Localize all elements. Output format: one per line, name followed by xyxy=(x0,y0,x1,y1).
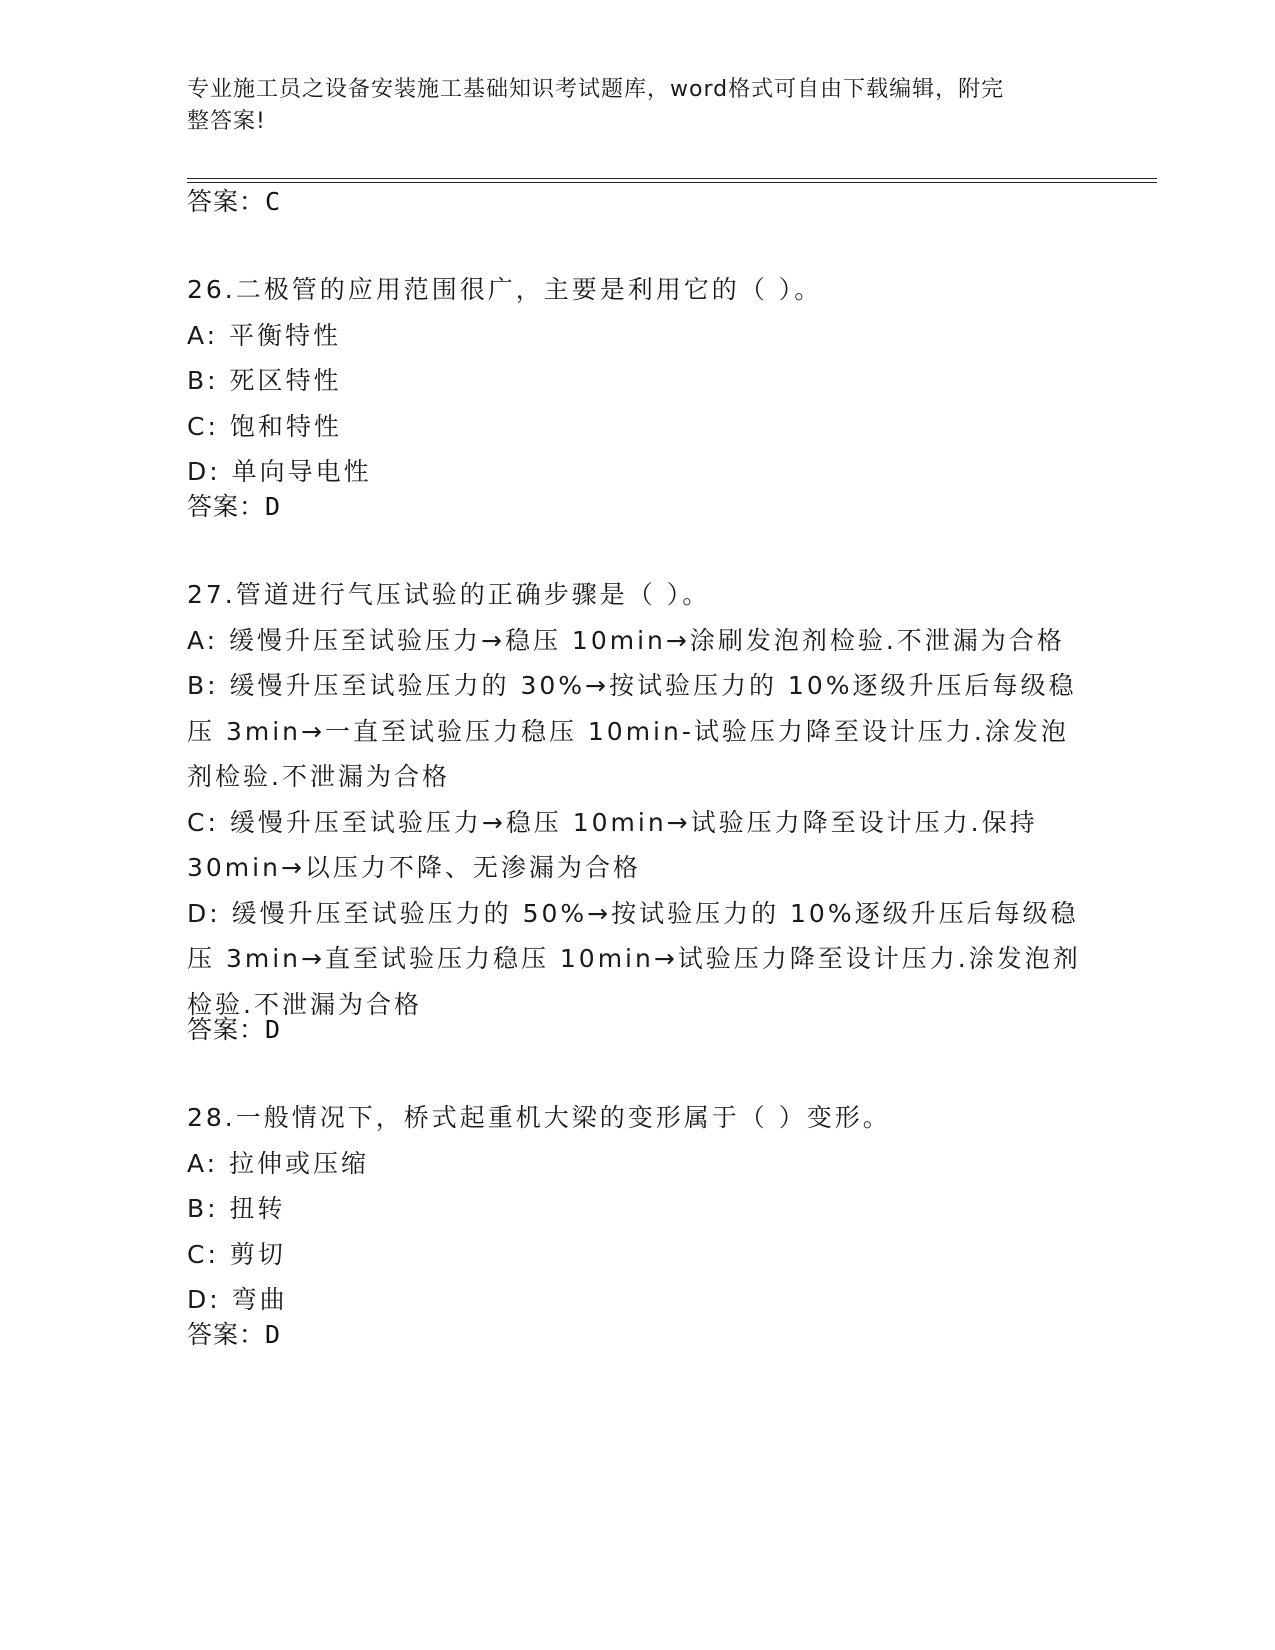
answer-letter: D xyxy=(265,492,282,521)
header-divider xyxy=(187,178,1157,183)
option-d: D: 弯曲 xyxy=(187,1285,288,1314)
option-d-continued: 压 3min→直至试验压力稳压 10min→试验压力降至设计压力.涂发泡剂 xyxy=(187,944,1081,973)
option-c: C: 饱和特性 xyxy=(187,411,342,441)
option-c: C: 剪切 xyxy=(187,1239,286,1269)
answer-25 xyxy=(187,185,281,219)
option-c-continued: 30min→以压力不降、无渗漏为合格 xyxy=(187,853,641,882)
answer-letter: D xyxy=(265,1015,282,1044)
answer-label: 答案： xyxy=(187,492,266,521)
option-d: D: 缓慢升压至试验压力的 50%→按试验压力的 10%逐级升压后每级稳 xyxy=(187,898,1079,928)
option-a: A: 平衡特性 xyxy=(187,320,342,350)
option-b-continued: 压 3min→一直至试验压力稳压 10min-试验压力降至设计压力.涂发泡 xyxy=(187,716,1069,746)
question-stem: 28.一般情况下，桥式起重机大梁的变形属于（ ）变形。 xyxy=(187,1103,891,1132)
question-28 xyxy=(187,1095,1117,1323)
answer-28 xyxy=(187,1318,281,1352)
option-d: D: 单向导电性 xyxy=(187,457,372,486)
option-b: B: 死区特性 xyxy=(187,366,342,395)
answer-letter: C xyxy=(265,187,282,216)
answer-label: 答案： xyxy=(187,1015,266,1044)
question-stem: 27.管道进行气压试验的正确步骤是（ ）。 xyxy=(187,580,711,609)
option-b: B: 扭转 xyxy=(187,1194,286,1223)
option-c: C: 缓慢升压至试验压力→稳压 10min→试验压力降至设计压力.保持 xyxy=(187,807,1038,837)
document-page xyxy=(187,0,1157,1650)
header-line-2: 整答案! xyxy=(187,109,266,134)
option-b-continued: 剂检验.不泄漏为合格 xyxy=(187,762,450,791)
option-b: B: 缓慢升压至试验压力的 30%→按试验压力的 10%逐级升压后每级稳 xyxy=(187,671,1077,700)
option-d-continued: 检验.不泄漏为合格 xyxy=(187,989,422,1019)
answer-letter: D xyxy=(265,1320,282,1349)
question-stem: 26.二极管的应用范围很广，主要是利用它的（ ）。 xyxy=(187,275,823,304)
option-a: A: 缓慢升压至试验压力→稳压 10min→涂刷发泡剂检验.不泄漏为合格 xyxy=(187,625,1065,655)
answer-26 xyxy=(187,490,281,524)
answer-27 xyxy=(187,1013,281,1047)
question-27 xyxy=(187,572,1117,1027)
option-a: A: 拉伸或压缩 xyxy=(187,1148,370,1178)
answer-label: 答案： xyxy=(187,187,266,216)
document-header xyxy=(187,74,1047,138)
question-26 xyxy=(187,267,1117,495)
header-line-1: 专业施工员之设备安装施工基础知识考试题库，word格式可自由下载编辑，附完 xyxy=(187,77,1005,102)
answer-label: 答案： xyxy=(187,1320,266,1349)
